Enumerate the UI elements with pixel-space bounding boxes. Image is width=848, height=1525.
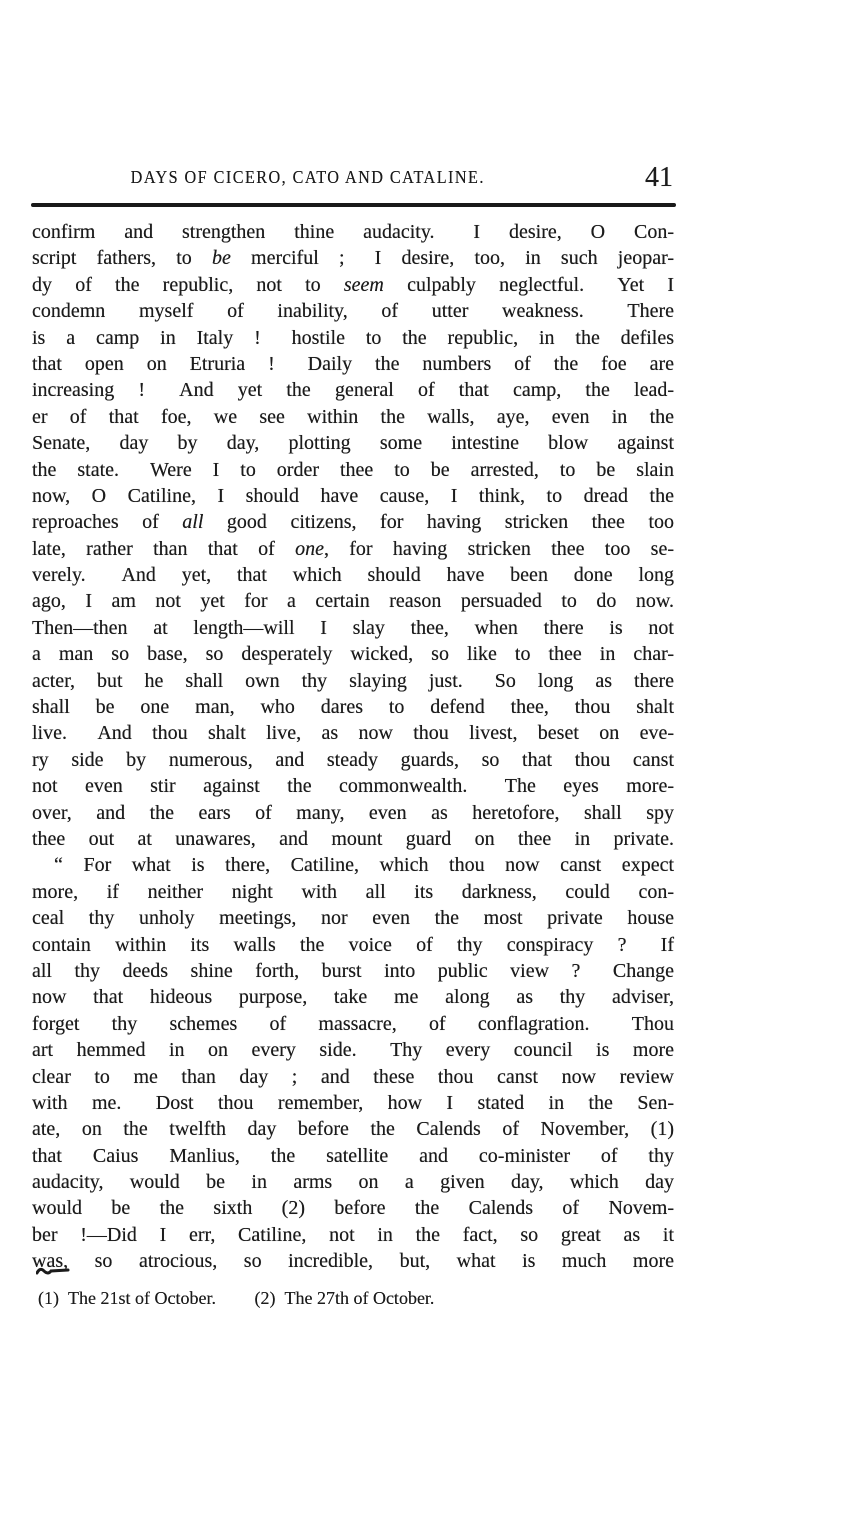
text-line: ceal thy unholy meetings, nor even the most private house [32, 907, 674, 930]
text-line: confirm and strengthen thine audacity. I desire, O Con- [32, 221, 674, 243]
footnote-label: (1) [38, 1288, 59, 1308]
text-line: reproaches of all good citizens, for having stricken thee too [32, 511, 674, 534]
text-line: forget thy schemes of massacre, of conflagration. Thou [32, 1012, 674, 1035]
text-line: with me. Dost thou remember, how I stated in the Sen- [32, 1091, 674, 1114]
text-line: acter, but he shall own thy slaying just. So long as there [32, 669, 674, 692]
running-title: DAYS OF CICERO, CATO AND CATALINE. [130, 167, 485, 187]
footnote-text: The 27th of October. [284, 1288, 435, 1308]
text-line: Then—then at length—will I slay thee, when there is not [32, 616, 674, 639]
header-rule [31, 203, 676, 207]
text-line: “ For what is there, Catiline, which thou now canst expect [54, 854, 674, 877]
text-line: ago, I am not yet for a certain reason persuaded to do now. [32, 590, 674, 613]
text-line: live. And thou shalt live, as now thou livest, beset on eve- [32, 722, 674, 745]
text-line: the state. Were I to order thee to be arrested, to be slain [32, 458, 674, 481]
text-line: condemn myself of inability, of utter weakness. There [32, 300, 674, 323]
text-line: that Caius Manlius, the satellite and co-minister of thy [32, 1144, 674, 1167]
footnote-separator-icon [36, 1264, 70, 1282]
text-line: dy of the republic, not to seem culpably neglectful. Yet I [32, 273, 675, 296]
text-line: ry side by numerous, and steady guards, so that thou canst [32, 748, 674, 771]
text-line: more, if neither night with all its darkness, could con- [32, 880, 674, 903]
footnote-label: (2) [254, 1288, 276, 1308]
text-line: over, and the ears of many, even as heretofore, shall spy [32, 801, 674, 824]
text-line: thee out at unawares, and mount guard on thee in private. [32, 827, 674, 850]
body-text [32, 219, 674, 1275]
footnote-item-2 [254, 1288, 434, 1308]
footnote [38, 1288, 468, 1309]
text-line: late, rather than that of one, for having stricken thee too se- [32, 537, 674, 560]
text-line: all thy deeds shine forth, burst into public view ? Change [32, 959, 674, 982]
text-line: that open on Etruria ! Daily the numbers of the foe are [32, 352, 674, 375]
text-line: ber !—Did I err, Catiline, not in the fact, so great as it [32, 1223, 674, 1246]
text-line: a man so base, so desperately wicked, so like to thee in char- [32, 643, 674, 666]
text-line: audacity, would be in arms on a given day, which day [32, 1171, 674, 1194]
text-line: clear to me than day ; and these thou canst now review [32, 1065, 674, 1088]
text-line: ate, on the twelfth day before the Calends of November, (1) [32, 1118, 674, 1141]
text-line: would be the sixth (2) before the Calends of Novem- [32, 1197, 674, 1220]
text-line: er of that foe, we see within the walls, aye, even in the [32, 405, 674, 428]
footnote-item-1 [38, 1288, 220, 1308]
text-line: Senate, day by day, plotting some intestine blow against [32, 432, 674, 455]
text-line: script fathers, to be merciful ; I desire, too, in such jeopar- [32, 247, 675, 270]
running-head [32, 167, 583, 188]
text-line: is a camp in Italy ! hostile to the republic, in the defiles [32, 326, 674, 349]
text-line: art hemmed in on every side. Thy every council is more [32, 1039, 674, 1062]
text-line: verely. And yet, that which should have been done long [32, 564, 674, 587]
text-line: shall be one man, who dares to defend thee, thou shalt [32, 696, 674, 719]
text-line: now that hideous purpose, take me along as thy adviser, [32, 986, 674, 1009]
text-line: contain within its walls the voice of thy conspiracy ? If [32, 933, 674, 956]
text-line: was, so atrocious, so incredible, but, what is much more [32, 1250, 674, 1273]
page-number: 41 [645, 162, 673, 193]
text-line: now, O Catiline, I should have cause, I think, to dread the [32, 484, 674, 507]
text-line: not even stir against the commonwealth. The eyes more- [32, 775, 674, 798]
text-line: increasing ! And yet the general of that camp, the lead- [32, 379, 674, 402]
footnote-text: The 21st of October. [68, 1288, 216, 1308]
